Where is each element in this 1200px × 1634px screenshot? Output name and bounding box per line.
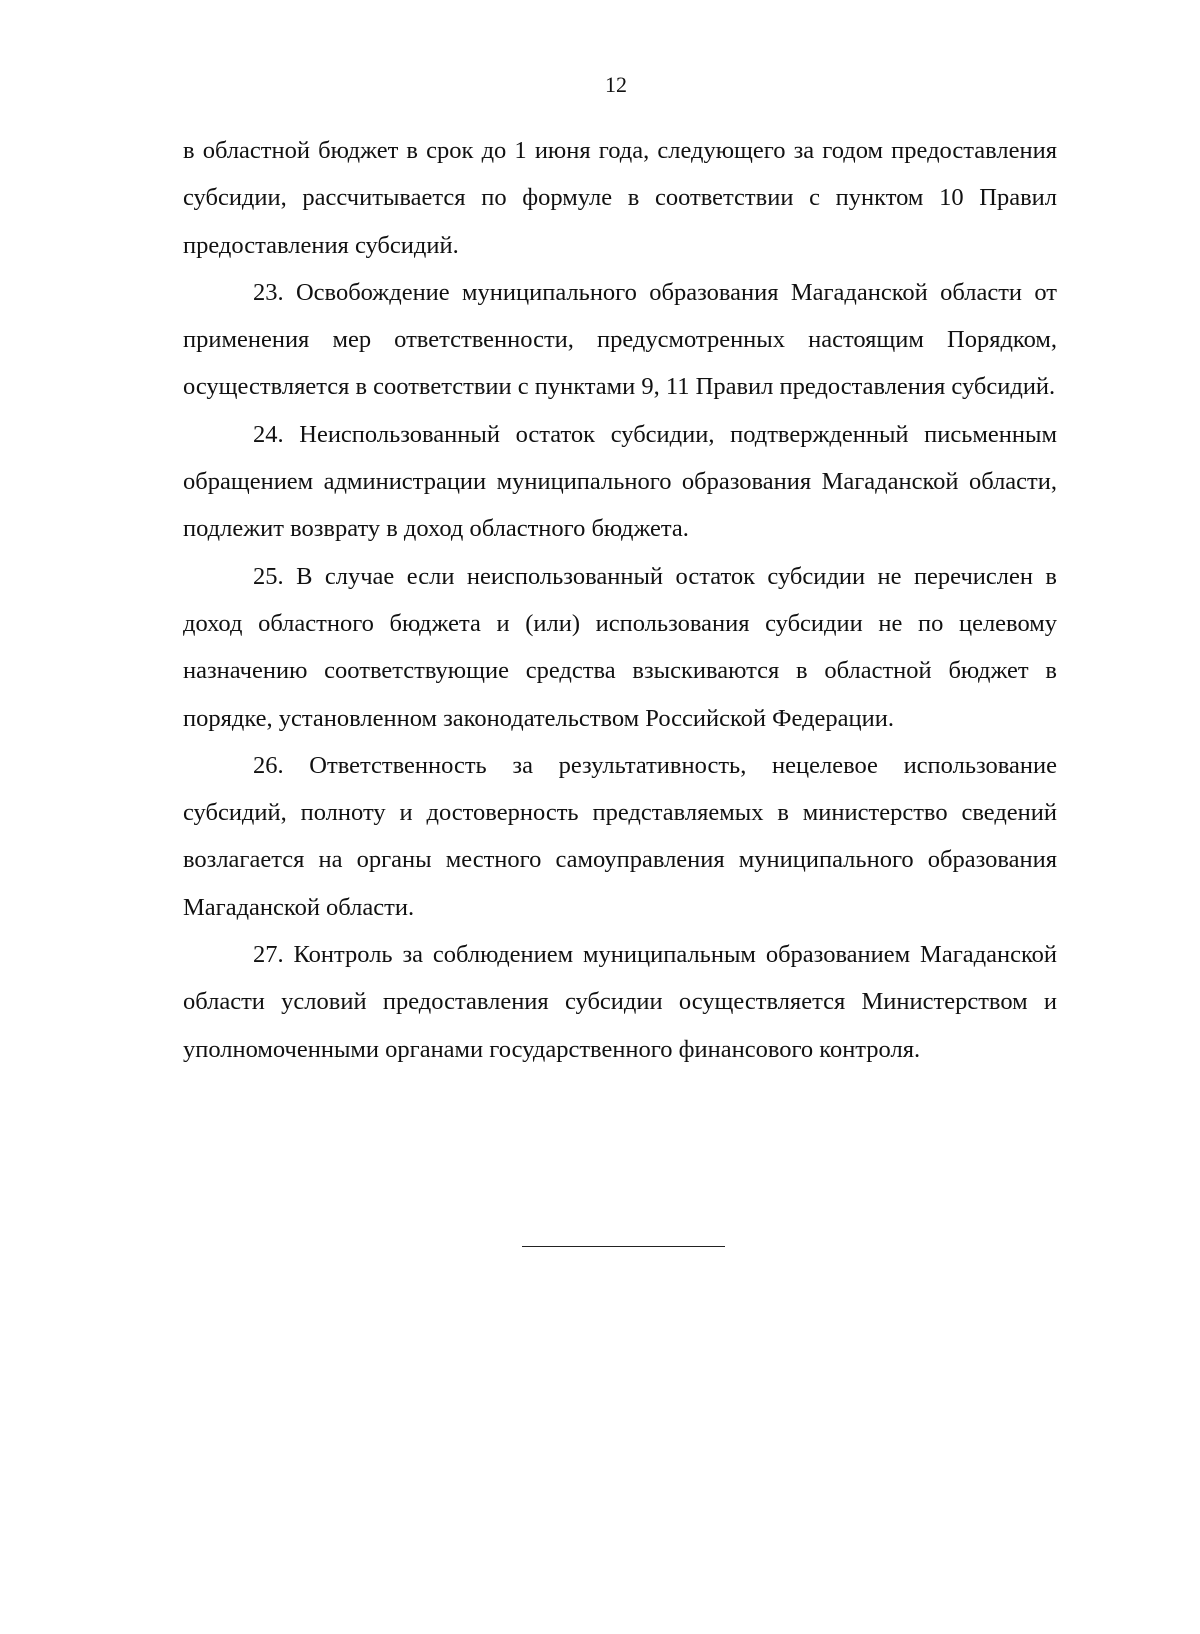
end-of-document-rule [522, 1246, 725, 1247]
paragraph-item-24: 24. Неиспользованный остаток субсидии, подтвержденный письменным обращением администрации муниципального образования Магаданской области, подлежит возврату в доход областного бюджета. [183, 420, 1057, 543]
page-number: 12 [605, 72, 627, 97]
paragraph-item-26: 26. Ответственность за результативность, нецелевое использование субсидий, полноту и достоверность представляемых в министерство сведений возлагается на органы местного самоуправления муниципального образования Магаданской области. [183, 751, 1057, 921]
paragraph-item-27: 27. Контроль за соблюдением муниципальным образованием Магаданской области условий предоставления субсидии осуществляется Министерством и уполномоченными органами государственного финансового контроля. [183, 941, 1057, 1063]
document-body [183, 127, 1057, 1073]
paragraph-item-23: 23. Освобождение муниципального образования Магаданской области от применения мер ответственности, предусмотренных настоящим Порядком, осуществляется в соответствии с пунктами 9, 11 Правил предоставления субсидий. [183, 278, 1057, 401]
paragraph-item-25: 25. В случае если неиспользованный остаток субсидии не перечислен в доход областного бюджета и (или) использования субсидии не по целевому назначению соответствующие средства взыскиваются в областной бюджет в порядке, установленном законодательством Российской Федерации. [183, 562, 1057, 732]
paragraph-continuation: в областной бюджет в срок до 1 июня года, следующего за годом предоставления субсидии, рассчитывается по формуле в соответствии с пунктом 10 Правил предоставления субсидий. [183, 137, 1057, 259]
